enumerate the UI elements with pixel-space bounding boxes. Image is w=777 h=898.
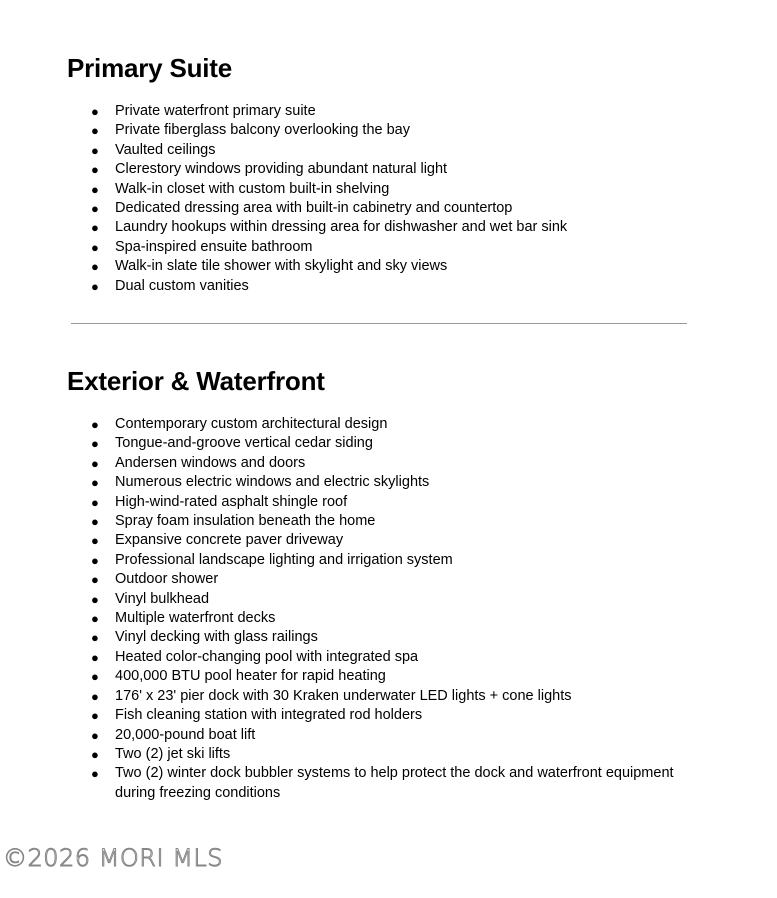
list-item-text: Two (2) winter dock bubbler systems to help protect the dock and waterfront equipment during freezing conditions [115,765,674,801]
list-item-text: Spa-inspired ensuite bathroom [115,238,313,255]
bullet-icon: ● [91,142,99,158]
list-item-text: Contemporary custom architectural design [115,416,388,432]
bullet-icon: ● [91,552,99,568]
section-divider [71,323,687,324]
list-item-text: Walk-in closet with custom built-in shelving [115,180,390,197]
bullet-icon: ● [91,746,99,762]
list-item-text: Tongue-and-groove vertical cedar siding [115,435,373,452]
bullet-icon: ● [91,727,99,743]
list-item [0,102,700,121]
list-item [0,277,700,296]
list-item [0,180,700,199]
list-item-text: 20,000-pound boat lift [115,726,256,743]
list-item-text: Heated color-changing pool with integrated spa [115,648,419,665]
list-item-text: Vinyl bulkhead [115,590,210,607]
list-item [0,609,700,628]
primary-suite-list [0,102,700,296]
bullet-icon: ● [91,533,99,549]
list-item-text: Two (2) jet ski lifts [115,745,231,762]
list-item-text: Vinyl decking with glass railings [115,629,318,646]
list-item [0,687,700,706]
exterior-waterfront-list [0,415,700,803]
list-item [0,648,700,667]
list-item-text: Expansive concrete paver driveway [115,532,344,549]
list-item [0,160,700,179]
list-item-text: Spray foam insulation beneath the home [115,513,376,530]
list-item [0,764,700,803]
list-item [0,434,700,453]
bullet-icon: ● [91,514,99,530]
list-item-text: Private waterfront primary suite [115,103,316,119]
bullet-icon: ● [91,239,99,255]
list-item-text: Dedicated dressing area with built-in cabinetry and countertop [115,200,513,217]
list-item [0,121,700,140]
bullet-icon: ● [91,162,99,178]
bullet-icon: ● [91,104,99,119]
list-item [0,199,700,218]
list-item [0,628,700,647]
mls-watermark: ©2026 MORI MLS [3,844,223,872]
bullet-icon: ● [91,688,99,704]
list-item-text: Clerestory windows providing abundant natural light [115,161,448,178]
list-item-text: Laundry hookups within dressing area for dishwasher and wet bar sink [115,219,568,236]
list-item [0,257,700,276]
bullet-icon: ● [91,669,99,685]
list-item [0,473,700,492]
list-item-text: Walk-in slate tile shower with skylight and sky views [115,258,448,275]
list-item [0,493,700,512]
section-title-primary-suite: Primary Suite [67,53,233,83]
list-item-text: Vaulted ceilings [115,141,216,158]
bullet-icon: ● [91,436,99,452]
list-item-text: 176' x 23' pier dock with 30 Kraken underwater LED lights + cone lights [115,687,572,704]
list-item-text: Dual custom vanities [115,277,249,294]
list-item [0,415,700,434]
list-item [0,238,700,257]
list-item [0,141,700,160]
list-item [0,667,700,686]
bullet-icon: ● [91,259,99,275]
list-item-text: Numerous electric windows and electric skylights [115,474,430,491]
bullet-icon: ● [91,181,99,197]
list-item [0,706,700,725]
list-item [0,590,700,609]
bullet-icon: ● [91,766,99,782]
section-title-exterior-waterfront: Exterior & Waterfront [67,366,325,396]
list-item-text: Fish cleaning station with integrated rod holders [115,707,423,724]
list-item-text: Outdoor shower [115,571,219,588]
list-item [0,531,700,550]
bullet-icon: ● [91,708,99,724]
list-item-text: Professional landscape lighting and irrigation system [115,551,453,568]
list-item [0,745,700,764]
bullet-icon: ● [91,494,99,510]
bullet-icon: ● [91,475,99,491]
list-item-text: 400,000 BTU pool heater for rapid heating [115,668,386,685]
list-item-text: Private fiberglass balcony overlooking the bay [115,122,410,139]
bullet-icon: ● [91,278,99,294]
bullet-icon: ● [91,572,99,588]
list-item [0,726,700,745]
bullet-icon: ● [91,630,99,646]
bullet-icon: ● [91,455,99,471]
list-item [0,218,700,237]
list-item [0,570,700,589]
list-item-text: High-wind-rated asphalt shingle roof [115,493,348,510]
bullet-icon: ● [91,417,99,432]
list-item-text: Multiple waterfront decks [115,610,276,627]
bullet-icon: ● [91,611,99,627]
list-item-text: Andersen windows and doors [115,454,306,471]
bullet-icon: ● [91,591,99,607]
bullet-icon: ● [91,201,99,217]
bullet-icon: ● [91,649,99,665]
list-item [0,551,700,570]
bullet-icon: ● [91,123,99,139]
bullet-icon: ● [91,220,99,236]
list-item [0,454,700,473]
list-item [0,512,700,531]
